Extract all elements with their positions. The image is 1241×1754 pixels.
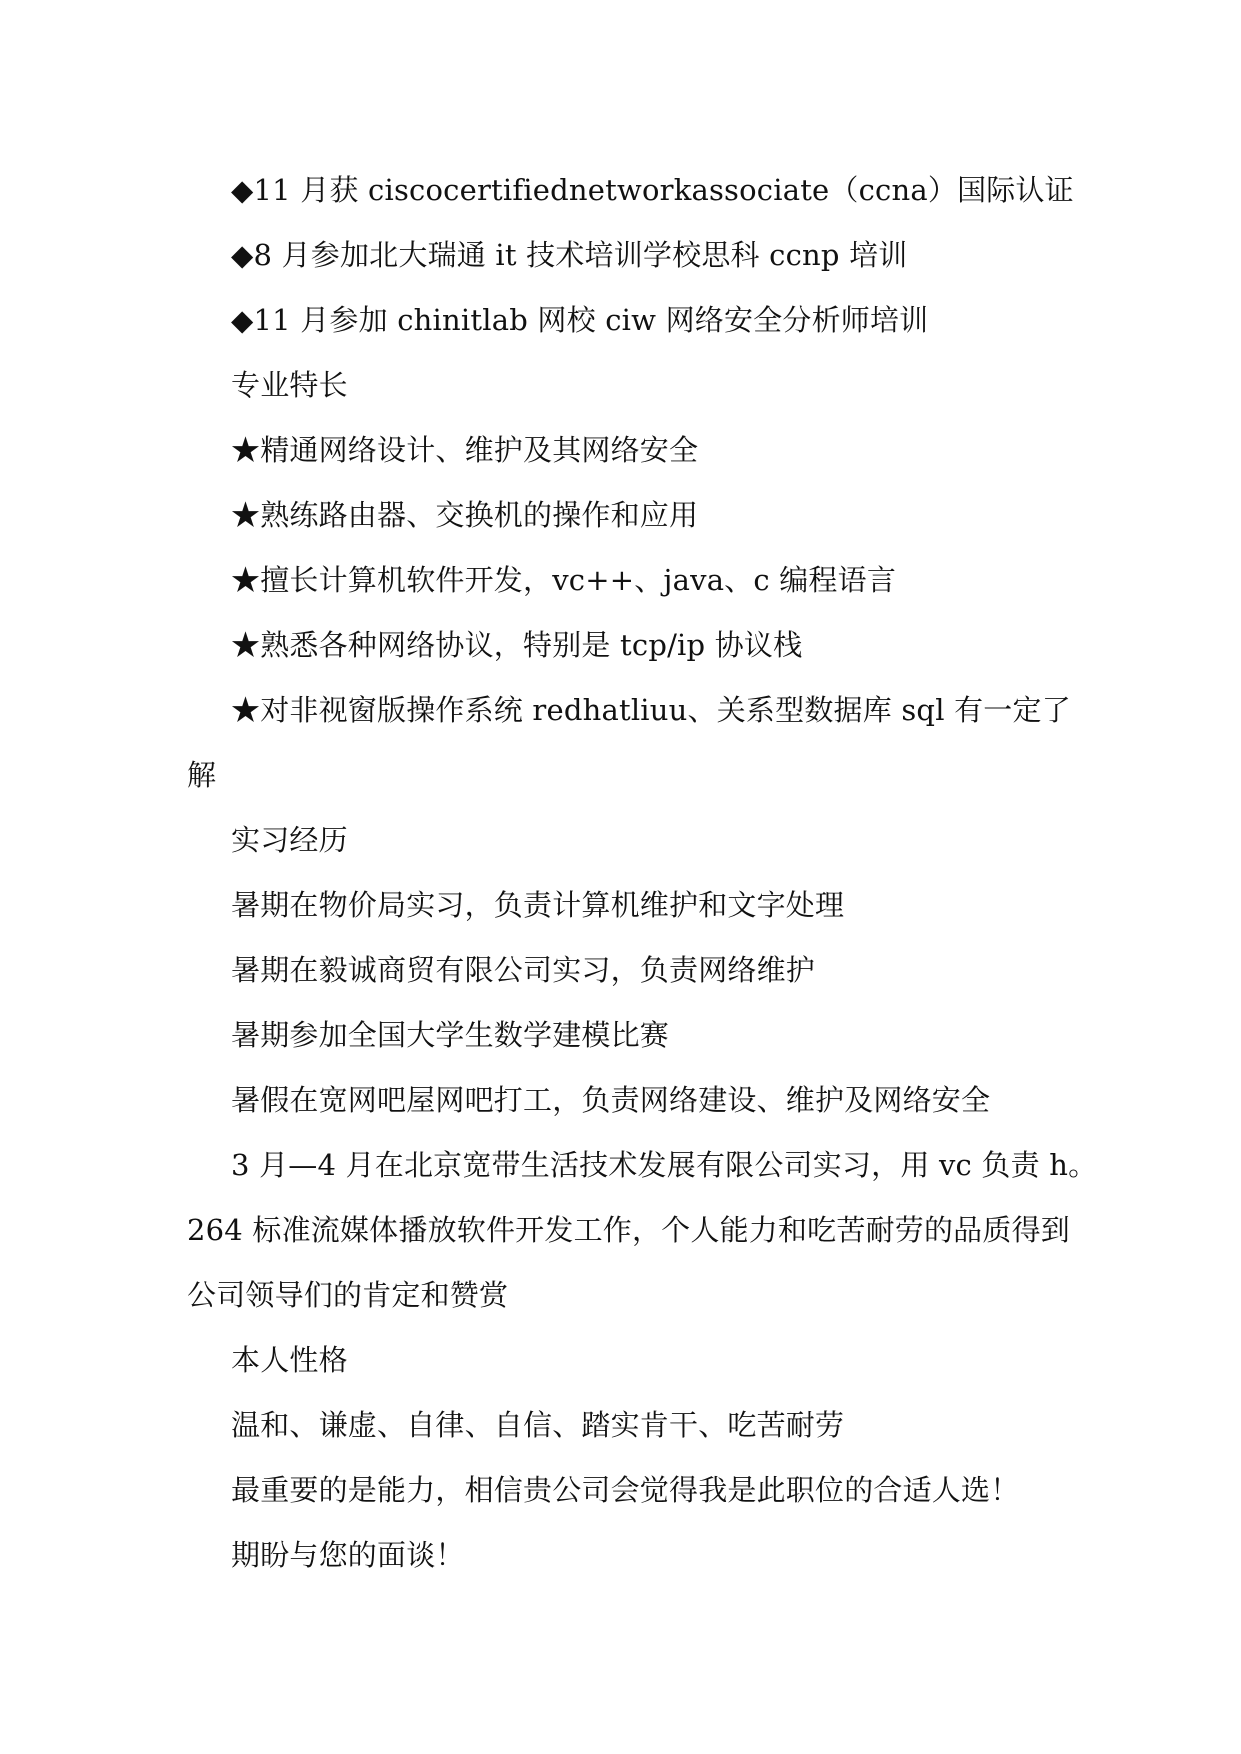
personality-traits: 温和、谦虚、自律、自信、踏实肯干、吃苦耐劳 (231, 1408, 845, 1442)
training-ciw: ◆11 月参加 chinitlab 网校 ciw 网络安全分析师培训 (231, 303, 929, 337)
certification-ccna: ◆11 月获 ciscocertifiednetworkassociate（ccna）国际认证 (231, 173, 1074, 207)
internship-item: 3 月—4 月在北京宽带生活技术发展有限公司实习，用 vc 负责 h。 (231, 1148, 1098, 1182)
internship-item: 暑假在宽网吧屋网吧打工，负责网络建设、维护及网络安全 (231, 1083, 991, 1117)
skill-item-continuation: 解 (187, 758, 217, 792)
section-heading-internship: 实习经历 (231, 823, 348, 857)
internship-item-continuation: 264 标准流媒体播放软件开发工作，个人能力和吃苦耐劳的品质得到 (187, 1213, 1070, 1247)
skill-item: ★擅长计算机软件开发，vc++、java、c 编程语言 (231, 563, 897, 597)
section-heading-personality: 本人性格 (231, 1343, 348, 1377)
internship-item-continuation: 公司领导们的肯定和赞赏 (187, 1278, 509, 1312)
internship-item: 暑期在物价局实习，负责计算机维护和文字处理 (231, 888, 845, 922)
closing-statement: 最重要的是能力，相信贵公司会觉得我是此职位的合适人选！ (231, 1473, 1020, 1507)
section-heading-skills: 专业特长 (231, 368, 348, 402)
skill-item: ★对非视窗版操作系统 redhatliuu、关系型数据库 sql 有一定了 (231, 693, 1071, 727)
skill-item: ★熟悉各种网络协议，特别是 tcp/ip 协议栈 (231, 628, 803, 662)
skill-item: ★熟练路由器、交换机的操作和应用 (231, 498, 699, 532)
internship-item: 暑期在毅诚商贸有限公司实习，负责网络维护 (231, 953, 816, 987)
closing-wish: 期盼与您的面谈！ (231, 1538, 465, 1572)
document-body (187, 158, 1098, 1588)
skill-item: ★精通网络设计、维护及其网络安全 (231, 433, 699, 467)
internship-item: 暑期参加全国大学生数学建模比赛 (231, 1018, 670, 1052)
training-ccnp: ◆8 月参加北大瑞通 it 技术培训学校思科 ccnp 培训 (231, 238, 908, 272)
